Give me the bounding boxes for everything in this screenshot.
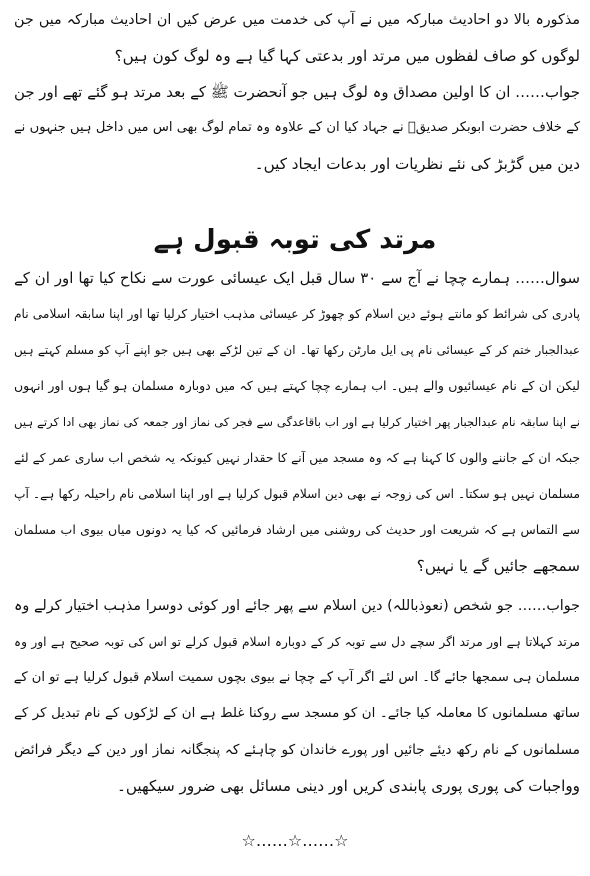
text-line: جواب…… ان کا اولین مصداق وہ لوگ ہیں جو آنحضرت ﷺ کے بعد مرتد ہو گئے تھے اور جن [14,83,580,101]
text-line: پادری کی شرائط کو مانتے ہوئے دین اسلام کو چھوڑ کر عیسائی مذہب اختیار کرلیا تھا اور اپنا سابقہ اسلامی نام [14,307,580,321]
text-line: وواجبات کی پوری پوری پابندی کریں اور دینی مسائل بھی ضرور سیکھیں۔ [116,777,580,795]
text-line: جبکہ ان کے جاننے والوں کا کہنا ہے کہ وہ مسجد میں آنے کا حقدار نہیں کیونکہ یہ شخص اب ساری عمر کے لئے [14,451,580,465]
text-line: مسلمان نہیں ہو سکتا۔ اس کی زوجہ نے بھی دین اسلام قبول کرلیا ہے اور اپنا اسلامی نام راحیلہ رکھا ہے۔ آپ [14,487,580,501]
text-line: مذکورہ بالا دو احادیث مبارکہ میں نے آپ کی خدمت میں عرض کیں ان احادیث مبارکہ میں جن [14,12,580,28]
text-line: جواب…… جو شخص (نعوذباللہ) دین اسلام سے پھر جائے اور کوئی دوسرا مذہب اختیار کرلے وہ [14,598,580,614]
text-line: دین میں گڑبڑ کی نئے نظریات اور بدعات ایجاد کیں۔ [254,155,580,173]
text-line: کے خلاف حضرت ابوبکر صدیقؓ نے جہاد کیا ان کے علاوہ وہ تمام لوگ بھی اس میں داخل ہیں جنہوں نے [14,120,580,135]
text-line: لوگوں کو صاف لفظوں میں مرتد اور بدعتی کہا گیا ہے وہ لوگ کون ہیں؟ [114,47,580,65]
text-line: مرتد کہلاتا ہے اور مرتد اگر سچے دل سے توبہ کر کے دوبارہ اسلام قبول کرلے تو اس کی توبہ صحیح ہے اور وہ [14,635,580,649]
text-line: مسلمان ہی سمجھا جائے گا۔ اس لئے اگر آپ کے چچا نے بیوی بچوں سمیت اسلام قبول کرلیا ہے تو ان کے [14,670,580,685]
text-line: سوال…… ہمارے چچا نے آج سے ۳۰ سال قبل ایک عیسائی عورت سے نکاح کیا تھا اور ان کے [14,269,580,287]
text-line: سے التماس ہے کہ شریعت اور حدیث کی روشنی میں ارشاد فرمائیں کہ کیا یہ دونوں میاں بیوی اب مسلمان [14,522,580,537]
text-line: ساتھ مسلمانوں کا معاملہ کیا جائے۔ ان کو مسجد سے روکنا غلط ہے ان کے لڑکوں کے نام تبدیل کر کے [14,706,580,721]
text-line: سمجھے جائیں گے یا نہیں؟ [416,557,580,575]
star-separator: ☆……☆……☆ [241,831,349,850]
text-line: لیکن ان کے نام عیسائیوں والے ہیں۔ اب ہمارے چچا کہتے ہیں کہ میں دوبارہ مسلمان ہو گیا ہوں اور انہوں [14,378,580,393]
text-line: نے اپنا سابقہ نام عبدالجبار پھر اختیار کرلیا ہے اور اب باقاعدگی سے فجر کی نماز اور جمعہ کی نماز بھی ادا کرتے ہیں [14,415,580,429]
text-line: مسلمانوں کے نام رکھ دیئے جائیں اور پورے خاندان کو چاہئے کہ پنجگانہ نماز اور دین کے دیگر فرائض [14,742,580,758]
text-line: عبدالجبار ختم کر کے عیسائی نام پی ایل مارٹن رکھا تھا۔ ان کے تین لڑکے بھی ہیں جو اپنے آپ کو مسلم کہتے ہیں [14,343,580,357]
section-heading: مرتد کی توبہ قبول ہے [153,225,437,255]
